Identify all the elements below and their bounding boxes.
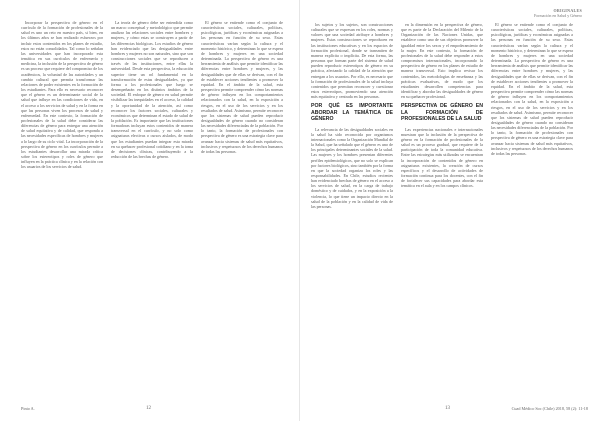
page-number-left: 12	[146, 406, 151, 411]
header-subtitle: Formación en Salud y Género	[534, 13, 582, 18]
right-column-3	[491, 22, 573, 392]
footer-author: Pinto A.	[21, 406, 35, 411]
right-page	[300, 0, 600, 421]
right-col3-text: El género se entiende como el conjunto de características sociales, culturales, políticas, psicológicas, jurídicas y económicas asignadas a las personas en función de su sexo. Estas características varían según la cultura y el momento histórico, y determinan lo que se espera de hombres y mujeres en una sociedad determinada. La perspectiva de género es una herramienta de análisis que permite identificar las diferencias entre hombres y mujeres, y las desigualdades que de ellas se derivan, con el fin de establecer acciones tendientes a promover la equidad. En el ámbito de la salud, esta perspectiva permite comprender cómo las normas de género influyen en los comportamientos relacionados con la salud, en la exposición a riesgos, en el uso de los servicios y en los resultados de salud. Asimismo, permite reconocer que los sistemas de salud pueden reproducir desigualdades de género cuando no consideran las necesidades diferenciadas de la población. Por lo tanto, la formación de profesionales con perspectiva de género es una estrategia clave para avanzar hacia sistemas de salud más equitativos, inclusivos y respetuosos de los derechos humanos de todas las personas.	[491, 22, 573, 156]
right-column-2	[401, 22, 483, 392]
running-header	[534, 8, 582, 18]
right-col1-after-text: La relevancia de las desigualdades sociales en la salud ha sido reconocida por organismos internacionales como la Organización Mundial de la Salud, que ha señalado que el género es uno de los principales determinantes sociales de la salud. Las mujeres y los hombres presentan diferentes perfiles epidemiológicos, que no solo se explican por factores biológicos, sino también por la forma en que la sociedad organiza los roles y las responsabilidades. En Chile, estudios recientes han evidenciado brechas de género en el acceso a los servicios de salud, en la carga de trabajo doméstico y de cuidados, y en la exposición a la violencia, lo que tiene un impacto directo en la salud de la población y en la calidad de vida de las personas.	[311, 126, 393, 209]
right-col1-text: los sujetos y los sujetos, son construcciones culturales que se expresan en los roles, normas y valores que una sociedad atribuye a hombres y mujeres. Estas construcciones se reproducen en las instituciones educativas y en los espacios de formación profesional, donde se transmiten de manera explícita o implícita. De esta forma, las personas que forman parte del sistema de salud pueden reproducir estereotipos de género en su práctica, afectando la calidad de la atención que entregan a los usuarios. Por ello, es necesario que la formación de profesionales de la salud incluya contenidos que permitan reconocer y cuestionar estos estereotipos, promoviendo una atención más equitativa y centrada en las personas.	[311, 22, 393, 100]
right-column-1	[311, 22, 393, 392]
left-column-3	[201, 20, 283, 390]
section-title-importance: POR QUÉ ES IMPORTANTE ABORDAR LA TEMÁTICA DE GÉNERO	[311, 103, 393, 123]
left-col2-text: La teoría de género debe ser entendida como un marco conceptual y metodológico que permite analizar las relaciones sociales entre hombres y mujeres, y cómo estas se construyen a partir de las diferencias biológicas. Los estudios de género han evidenciado que las desigualdades entre hombres y mujeres no son naturales, sino que son construcciones sociales que se reproducen a través de las instituciones, entre ellas la universidad. Desde esta perspectiva, la educación superior tiene un rol fundamental en la transformación de estas desigualdades, ya que forma a los profesionales que luego se desempeñarán en los distintos ámbitos de la sociedad. El enfoque de género en salud permite visibilizar las inequidades en el acceso, la calidad y la oportunidad de la atención, así como reconocer los factores sociales, culturales y económicos que determinan el estado de salud de la población. Es importante que las instituciones formadoras incluyan estos contenidos de manera transversal en el currículo, y no solo como asignaturas electivas o cursos aislados, de modo que los estudiantes puedan integrar esta mirada en su quehacer profesional cotidiano y en la toma de decisiones clínicas, contribuyendo a la reducción de las brechas de género.	[111, 20, 193, 160]
left-col3-text: El género se entiende como el conjunto de características sociales, culturales, políticas, psicológicas, jurídicas y económicas asignadas a las personas en función de su sexo. Estas características varían según la cultura y el momento histórico, y determinan lo que se espera de hombres y mujeres en una sociedad determinada. La perspectiva de género es una herramienta de análisis que permite identificar las diferencias entre hombres y mujeres, y las desigualdades que de ellas se derivan, con el fin de establecer acciones tendientes a promover la equidad. En el ámbito de la salud, esta perspectiva permite comprender cómo las normas de género influyen en los comportamientos relacionados con la salud, en la exposición a riesgos, en el uso de los servicios y en los resultados de salud. Asimismo, permite reconocer que los sistemas de salud pueden reproducir desigualdades de género cuando no consideran las necesidades diferenciadas de la población. Por lo tanto, la formación de profesionales con perspectiva de género es una estrategia clave para avanzar hacia sistemas de salud más equitativos, inclusivos y respetuosos de los derechos humanos de todas las personas.	[201, 20, 283, 154]
left-column-2	[111, 20, 193, 390]
section-title-training: PERSPECTIVA DE GÉNERO EN LA FORMACIÓN DE PROFESIONALES DE LA SALUD	[401, 103, 483, 123]
page-number-right: 13	[445, 406, 450, 411]
footer-journal: Cuad Médico Soc (Chile) 2018, 58 (2): 11-18	[511, 406, 588, 411]
right-col2-text: en la dimensión en la perspectiva de género, que es parte de la Declaración del Milenio de la Organización de las Naciones Unidas, que establece como uno de sus objetivos promover la igualdad entre los sexos y el empoderamiento de la mujer. En este contexto, la formación de profesionales de la salud debe responder a estos compromisos internacionales, incorporando la perspectiva de género en los planes de estudio de manera transversal. Esto implica revisar los contenidos, las metodologías de enseñanza y las prácticas evaluativas, de modo que los estudiantes desarrollen competencias para identificar y abordar las desigualdades de género en su quehacer profesional.	[401, 22, 483, 100]
header-title: ORIGINALES	[553, 8, 582, 13]
right-col2-after-text: Las experiencias nacionales e internacionales muestran que la inclusión de la perspectiva de género en la formación de profesionales de la salud es un proceso gradual, que requiere de la participación de toda la comunidad educativa. Entre las estrategias más utilizadas se encuentran la incorporación de contenidos de género en asignaturas existentes, la creación de cursos específicos y el desarrollo de actividades de formación continua para los docentes, con el fin de fortalecer sus capacidades para abordar esta temática en el aula y en los campos clínicos.	[401, 126, 483, 189]
left-column-1	[21, 20, 103, 390]
left-col1-text: Incorporar la perspectiva de género en el currículo de la formación de profesionales de la salud es uno un reto en nuestro país, si bien, en los últimos años se han realizado esfuerzos por incluir estos contenidos en los planes de estudio, estos no están consolidados. Tal como lo señalan las universidades que han incorporado esta temática en sus currículos de enfermería y medicina, la inclusión de la perspectiva de género es un proceso que requiere del compromiso de los académicos, la voluntad de las autoridades y un cambio cultural que permita transformar las relaciones de poder existentes en la formación de los estudiantes. Para ello es necesario reconocer que el género es un determinante social de la salud que influye en las condiciones de vida, en el acceso a los servicios de salud y en la forma en que las personas viven los procesos de salud y enfermedad. En este contexto, la formación de profesionales de la salud debe considerar las diferencias de género para entregar una atención de salud equitativa y de calidad, que responda a las necesidades específicas de hombres y mujeres a lo largo de su ciclo vital. La incorporación de la perspectiva de género en los currículos permite a los estudiantes desarrollar una mirada crítica sobre los estereotipos y roles de género que influyen en la práctica clínica y en la relación con los usuarios de los servicios de salud.	[21, 20, 103, 170]
